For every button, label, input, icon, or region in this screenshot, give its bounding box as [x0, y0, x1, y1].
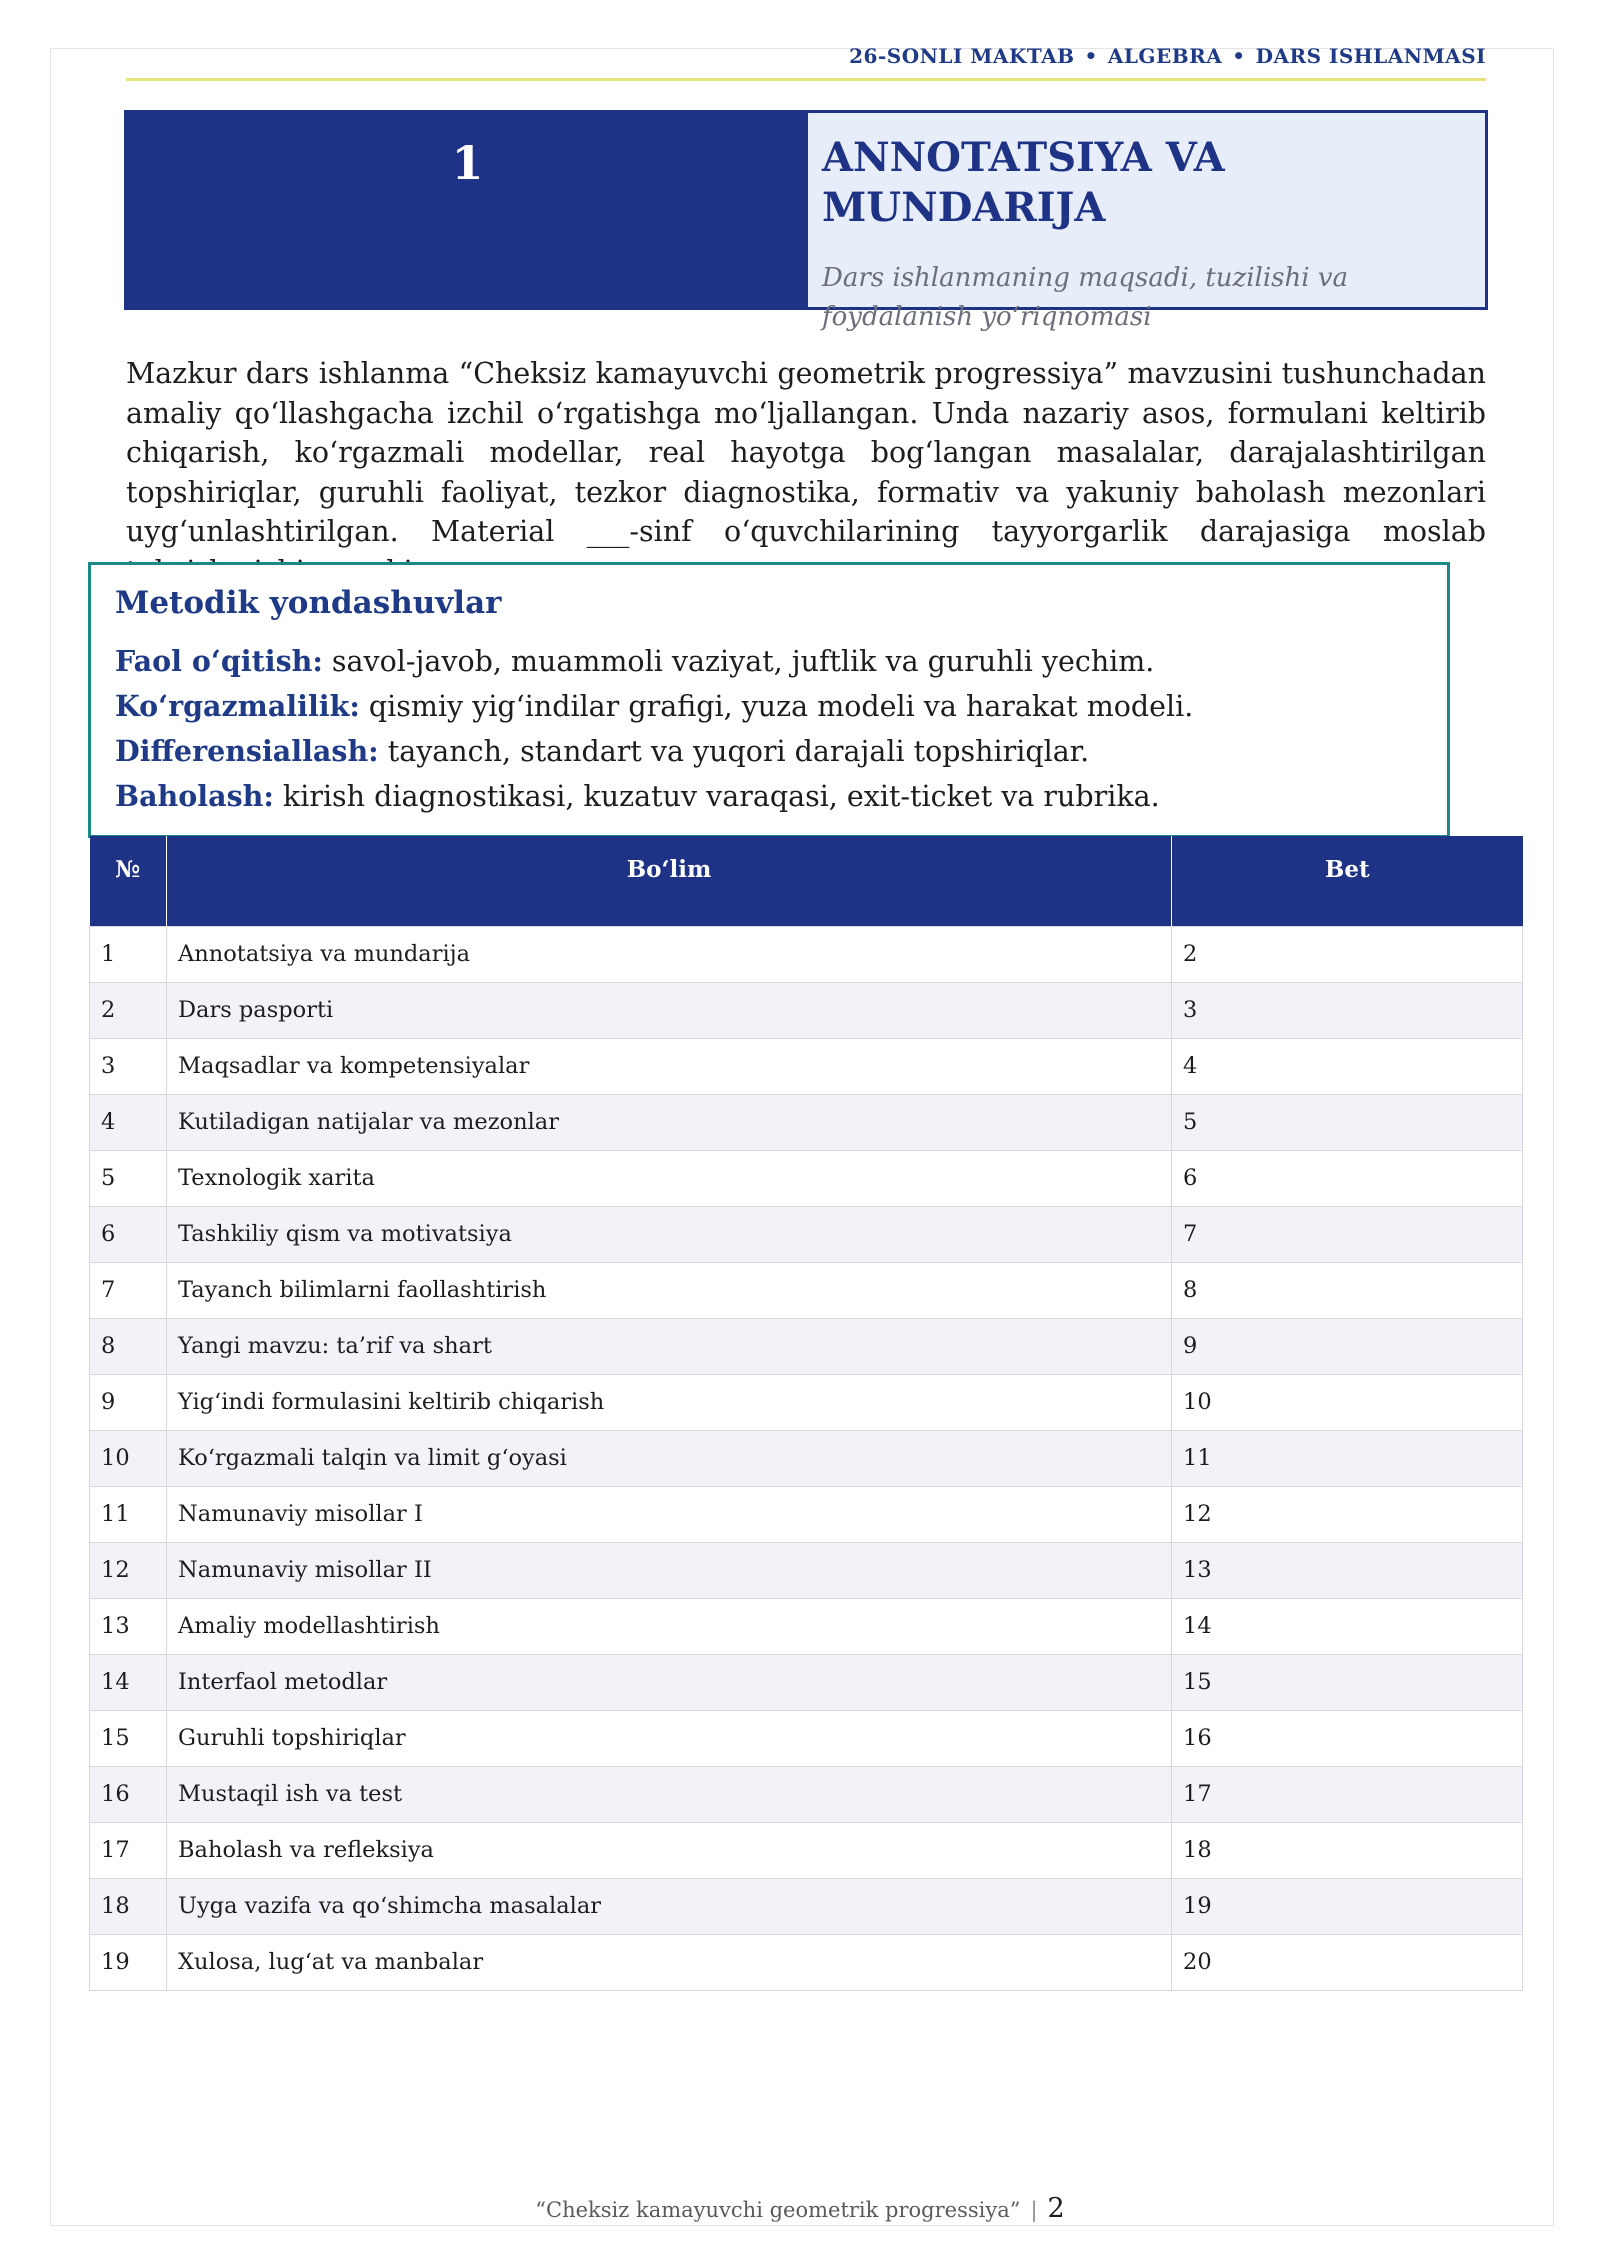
row-page-cell: 14 [1172, 1598, 1523, 1654]
row-section-cell: Yig‘indi formulasini keltirib chiqarish [167, 1374, 1172, 1430]
table-row [90, 1766, 1523, 1822]
row-section-cell: Maqsadlar va kompetensiyalar [167, 1038, 1172, 1094]
row-page-cell: 3 [1172, 982, 1523, 1038]
row-page-cell: 17 [1172, 1766, 1523, 1822]
table-row [90, 1654, 1523, 1710]
method-text: savol-javob, muammoli vaziyat, juftlik va guruhli yechim. [322, 645, 1155, 678]
row-section-cell: Xulosa, lug‘at va manbalar [167, 1934, 1172, 1990]
row-number-cell: 3 [90, 1038, 167, 1094]
row-section-cell: Tayanch bilimlarni faollashtirish [167, 1262, 1172, 1318]
row-page-cell: 6 [1172, 1150, 1523, 1206]
chapter-title: ANNOTATSIYA VA MUNDARIJA [822, 134, 1225, 231]
contents-table [89, 836, 1523, 1991]
table-row [90, 1094, 1523, 1150]
row-number-cell: 17 [90, 1822, 167, 1878]
column-header-section: Bo‘lim [167, 836, 1172, 926]
chapter-number: 1 [451, 136, 484, 190]
row-number-cell: 16 [90, 1766, 167, 1822]
row-section-cell: Amaliy modellashtirish [167, 1598, 1172, 1654]
table-row [90, 926, 1523, 982]
table-row [90, 1878, 1523, 1934]
contents-table-body [90, 926, 1523, 1990]
method-term: Faol o‘qitish: [115, 644, 323, 678]
chapter-subtitle: Dars ishlanmaning maqsadi, tuzilishi va foydalanish yo‘riqnomasi [822, 263, 1349, 332]
row-page-cell: 19 [1172, 1878, 1523, 1934]
row-section-cell: Namunaviy misollar II [167, 1542, 1172, 1598]
page-number: 2 [1047, 2193, 1065, 2224]
row-section-cell: Baholash va refleksiya [167, 1822, 1172, 1878]
table-row [90, 1542, 1523, 1598]
header-subject: ALGEBRA [1107, 44, 1223, 68]
header-separator: • [1232, 44, 1246, 68]
column-header-page: Bet [1172, 836, 1523, 926]
method-term: Ko‘rgazmalilik: [115, 689, 360, 723]
table-row [90, 1038, 1523, 1094]
table-row [90, 1374, 1523, 1430]
row-page-cell: 11 [1172, 1430, 1523, 1486]
row-number-cell: 11 [90, 1486, 167, 1542]
row-section-cell: Ko‘rgazmali talqin va limit g‘oyasi [167, 1430, 1172, 1486]
row-page-cell: 10 [1172, 1374, 1523, 1430]
row-page-cell: 18 [1172, 1822, 1523, 1878]
table-row [90, 1710, 1523, 1766]
row-page-cell: 15 [1172, 1654, 1523, 1710]
method-text: tayanch, standart va yuqori darajali topshiriqlar. [378, 735, 1090, 768]
method-text: kirish diagnostikasi, kuzatuv varaqasi, exit-ticket va rubrika. [273, 780, 1160, 813]
row-page-cell: 2 [1172, 926, 1523, 982]
row-number-cell: 4 [90, 1094, 167, 1150]
row-page-cell: 8 [1172, 1262, 1523, 1318]
row-number-cell: 5 [90, 1150, 167, 1206]
row-section-cell: Texnologik xarita [167, 1150, 1172, 1206]
row-section-cell: Dars pasporti [167, 982, 1172, 1038]
table-row [90, 1934, 1523, 1990]
row-number-cell: 7 [90, 1262, 167, 1318]
footer-topic: “Cheksiz kamayuvchi geometrik progressiya” [535, 2198, 1021, 2222]
row-page-cell: 7 [1172, 1206, 1523, 1262]
row-page-cell: 4 [1172, 1038, 1523, 1094]
row-section-cell: Tashkiliy qism va motivatsiya [167, 1206, 1172, 1262]
intro-paragraph: Mazkur dars ishlanma “Cheksiz kamayuvchi geometrik progressiya” mavzusini tushunchadan amaliy qo‘llashgacha izchil o‘rgatishga mo‘ljallangan. Unda nazariy asos, formulani keltirib chiqarish, ko‘rgazmali modellar, real hayotga bog‘langan masalalar, darajalashtirilgan topshiriqlar, guruhli faoliyat, tezkor diagnostika, formativ va yakuniy baholash mezonlari uyg‘unlashtirilgan. Material ___-sinf o‘quvchilarining tayyorgarlik darajasiga moslab [126, 357, 1486, 548]
header-school: 26-SONLI MAKTAB [849, 44, 1075, 68]
row-section-cell: Yangi mavzu: ta’rif va shart [167, 1318, 1172, 1374]
row-section-cell: Mustaqil ish va test [167, 1766, 1172, 1822]
table-header-row [90, 836, 1523, 926]
footer-divider: | [1030, 2198, 1038, 2222]
methods-box [88, 562, 1450, 838]
row-section-cell: Namunaviy misollar I [167, 1486, 1172, 1542]
row-number-cell: 15 [90, 1710, 167, 1766]
row-section-cell: Guruhli topshiriqlar [167, 1710, 1172, 1766]
row-page-cell: 16 [1172, 1710, 1523, 1766]
chapter-banner [124, 110, 1488, 332]
method-item [115, 639, 1423, 684]
row-number-cell: 18 [90, 1878, 167, 1934]
table-row [90, 1822, 1523, 1878]
methods-title: Metodik yondashuvlar [115, 585, 502, 621]
row-number-cell: 6 [90, 1206, 167, 1262]
chapter-title-block [808, 113, 1485, 332]
table-row [90, 1206, 1523, 1262]
row-number-cell: 2 [90, 982, 167, 1038]
column-header-number: № [90, 836, 167, 926]
table-row [90, 1598, 1523, 1654]
row-number-cell: 1 [90, 926, 167, 982]
table-row [90, 1486, 1523, 1542]
row-section-cell: Interfaol metodlar [167, 1654, 1172, 1710]
method-term: Baholash: [115, 779, 274, 813]
row-section-cell: Kutiladigan natijalar va mezonlar [167, 1094, 1172, 1150]
running-header [126, 44, 1486, 68]
table-row [90, 982, 1523, 1038]
row-section-cell: Annotatsiya va mundarija [167, 926, 1172, 982]
table-row [90, 1150, 1523, 1206]
method-item [115, 684, 1423, 729]
row-page-cell: 5 [1172, 1094, 1523, 1150]
row-page-cell: 20 [1172, 1934, 1523, 1990]
header-separator: • [1084, 44, 1098, 68]
page-footer [0, 2194, 1600, 2225]
table-row [90, 1262, 1523, 1318]
row-number-cell: 19 [90, 1934, 167, 1990]
header-rule [126, 78, 1486, 81]
method-term: Differensiallash: [115, 734, 379, 768]
method-item [115, 729, 1423, 774]
row-number-cell: 12 [90, 1542, 167, 1598]
row-section-cell: Uyga vazifa va qo‘shimcha masalalar [167, 1878, 1172, 1934]
table-row [90, 1318, 1523, 1374]
row-number-cell: 9 [90, 1374, 167, 1430]
row-number-cell: 8 [90, 1318, 167, 1374]
row-number-cell: 14 [90, 1654, 167, 1710]
row-number-cell: 10 [90, 1430, 167, 1486]
chapter-number-block [127, 113, 808, 307]
row-number-cell: 13 [90, 1598, 167, 1654]
table-row [90, 1430, 1523, 1486]
row-page-cell: 13 [1172, 1542, 1523, 1598]
method-item [115, 774, 1423, 819]
row-page-cell: 9 [1172, 1318, 1523, 1374]
header-doc-type: DARS ISHLANMASI [1255, 44, 1486, 68]
row-page-cell: 12 [1172, 1486, 1523, 1542]
method-text: qismiy yig‘indilar grafigi, yuza modeli va harakat modeli. [359, 690, 1194, 723]
